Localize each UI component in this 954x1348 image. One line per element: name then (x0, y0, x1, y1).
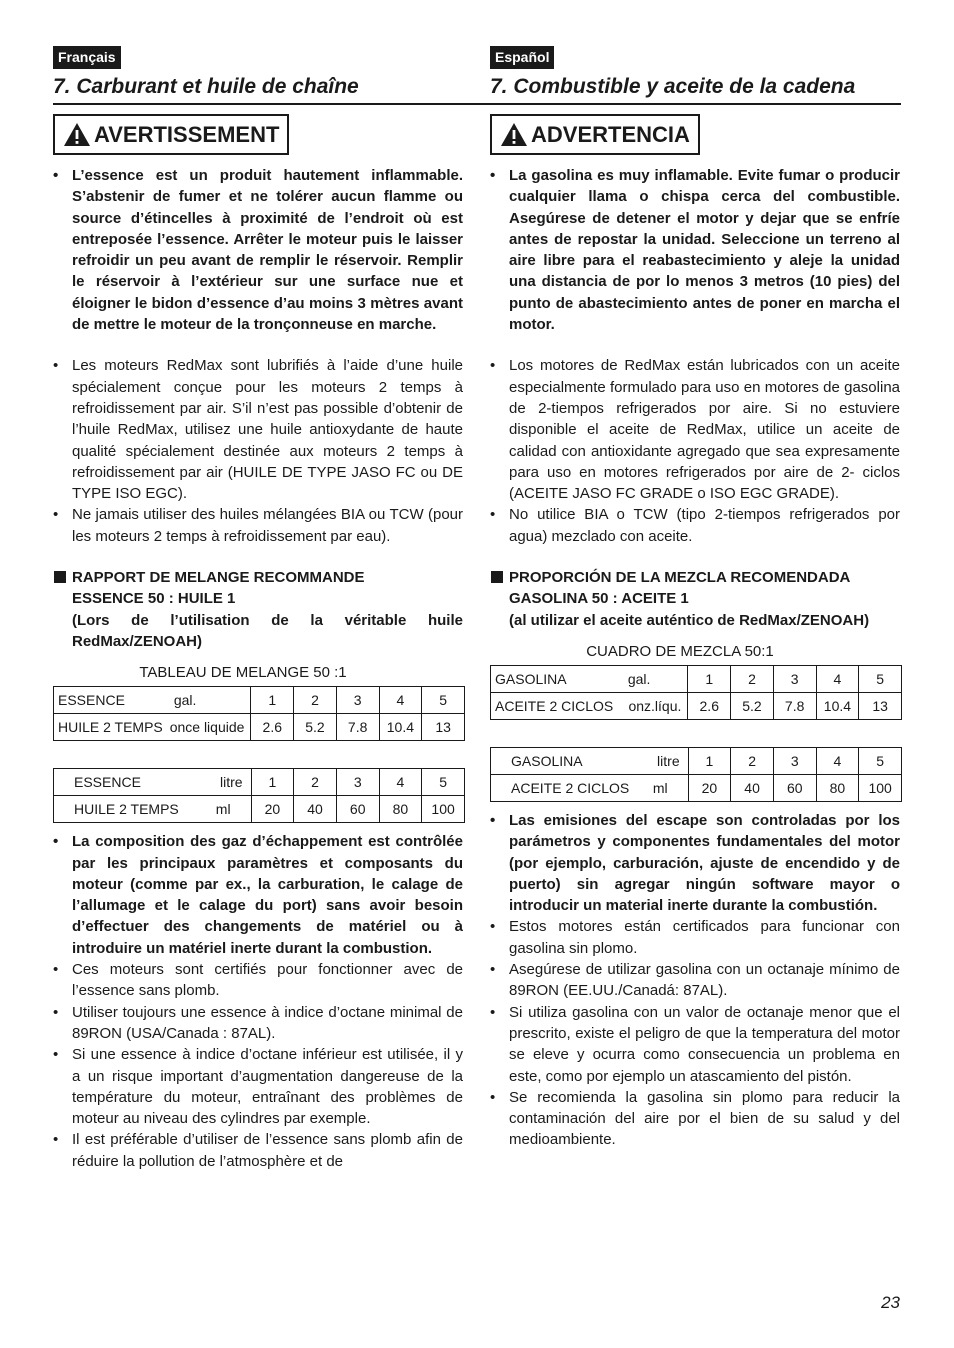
warning-box (490, 114, 700, 155)
heading-line: (al utilizar el aceite auténtico de RedMax/ZENOAH) (509, 611, 870, 629)
table-cell: 2 (294, 687, 337, 714)
mix-ratio-heading (490, 567, 900, 631)
table-cell: 4 (816, 747, 859, 774)
table-row (54, 796, 465, 823)
list-item: • Ne jamais utiliser des huiles mélangées BIA ou TCW (pour les moteurs 2 temps à refroidissement par eau). (53, 504, 463, 547)
table-cell: 2.6 (251, 714, 294, 741)
list-item: • Si une essence à indice d’octane inférieur est utilisée, il y a un risque important d’augmentation dangereuse de la température du moteur, entraînant des problèmes de moteur au niveau des cylindres par exemple. (53, 1044, 463, 1129)
column-french (53, 46, 463, 1172)
table-cell: 5 (422, 769, 465, 796)
table-cell: 4 (379, 769, 422, 796)
warning-box (53, 114, 289, 155)
mix-ratio-heading (53, 567, 463, 652)
list-item: • Las emisiones del escape son controladas por los parámetros y componentes fundamentales del motor (por ejemplo, carburación, ajuste de encendido y de puerto) sin agregar ningún software mayor o introducir un material inerte durante la combustión. (490, 810, 900, 916)
table-cell: 13 (859, 692, 902, 719)
table-cell: ACEITE 2 CICLOS ml (491, 774, 689, 801)
page-number: 23 (881, 1293, 900, 1312)
table-cell: 40 (731, 774, 774, 801)
warning-triangle-icon (63, 122, 91, 147)
table-caption: TABLEAU DE MELANGE 50 :1 (139, 664, 347, 682)
oil-list (53, 355, 463, 547)
table-cell: 7.8 (773, 692, 816, 719)
table-cell: 4 (379, 687, 422, 714)
table-cell: 80 (816, 774, 859, 801)
table-row (54, 687, 465, 714)
table-cell: 1 (251, 687, 294, 714)
table-cell: 10.4 (816, 692, 859, 719)
table-cell: ESSENCE gal. (54, 687, 251, 714)
table-row (54, 714, 465, 741)
warning-label: AVERTISSEMENT (94, 121, 280, 147)
table-cell: 3 (336, 769, 379, 796)
mix-table-gallons (53, 686, 465, 741)
table-cell: 5.2 (294, 714, 337, 741)
section-title: 7. Combustible y aceite de la cadena (490, 75, 856, 98)
table-caption: CUADRO DE MEZCLA 50:1 (586, 642, 774, 660)
list-item: • L’essence est un produit hautement inflammable. S’abstenir de fumer et ne tolérer aucun flamme ou source d’étincelles à proximité de l’endroit où est entreposée l’essence. Arrêter le moteur puis le laisser refroidir un peu avant de remplir le réservoir. Remplir le réservoir à l’extérieur sur une surface nue et éloigner le bidon d’essence d’au moins 3 mètres avant de mettre le moteur de la tronçonneuse en marche. (53, 165, 463, 335)
table-cell: 5 (859, 665, 902, 692)
table-cell: 2 (294, 769, 337, 796)
table-cell: 1 (688, 747, 731, 774)
table-row (491, 665, 902, 692)
heading-line: (Lors de l’utilisation de la véritable huile RedMax/ZENOAH) (72, 611, 463, 650)
list-item: • La gasolina es muy inflamable. Evite fumar o producir cualquier llama o chispa cerca del combustible. Asegúrese de detener el motor y dejar que se enfríe antes de repostar la unidad. Seleccione un terreno al aire libre para el reabastecimiento y aleje la unidad una distancia de por lo menos 3 metros (10 pies) del punto de abastecimiento antes de poner en marcha el motor. (490, 165, 900, 335)
heading-line: ESSENCE 50 : HUILE 1 (72, 590, 236, 608)
table-cell: 100 (859, 774, 902, 801)
oil-list (490, 355, 900, 547)
list-item: • La composition des gaz d’échappement est contrôlée par les principaux paramètres et composants du moteur (comme par ex., la carburation, le calage de l’allumage et le calage du port) sans avoir besoin d’effectuer des changements de matériel ou à introduire un matériel inerte durant la combustion. (53, 831, 463, 959)
warning-list (490, 165, 900, 335)
list-item: • Estos motores están certificados para funcionar con gasolina sin plomo. (490, 916, 900, 959)
table-cell: ESSENCE litre (54, 769, 252, 796)
warning-label: ADVERTENCIA (531, 121, 690, 147)
square-bullet-icon (491, 571, 503, 583)
table-cell: 4 (816, 665, 859, 692)
table-cell: 7.8 (336, 714, 379, 741)
table-cell: 60 (773, 774, 816, 801)
table-cell: 1 (251, 769, 294, 796)
table-cell: 5 (859, 747, 902, 774)
square-bullet-icon (54, 571, 66, 583)
table-cell: 80 (379, 796, 422, 823)
section-title: 7. Carburant et huile de chaîne (53, 75, 359, 98)
heading-line: RAPPORT DE MELANGE RECOMMANDE (72, 569, 365, 587)
table-cell: 2 (731, 747, 774, 774)
table-cell: 5 (422, 687, 465, 714)
table-cell: HUILE 2 TEMPS ml (54, 796, 252, 823)
warning-list (53, 165, 463, 335)
table-cell: GASOLINA gal. (491, 665, 688, 692)
table-cell: GASOLINA litre (491, 747, 689, 774)
list-item: • Asegúrese de utilizar gasolina con un octanaje mínimo de 89RON (EE.UU./Canadá: 87AL). (490, 959, 900, 1002)
list-item: • Les moteurs RedMax sont lubrifiés à l’aide d’une huile spécialement conçue pour les moteurs 2 temps à refroidissement par air. S’il n’est pas possible d’obtenir de l’huile RedMax, utilisez une huile antioxydante de haute qualité spécialement destinée aux moteurs 2 temps à refroidissement par air (HUILE DE TYPE JASO FC ou DE TYPE ISO EGC). (53, 355, 463, 504)
list-item: • Los motores de RedMax están lubricados con un aceite especialmente formulado para uso en motores de gasolina de 2-tiempos refrigerados por aire. Si no estuviere disponible el aceite de RedMax, utilice un aceite de calidad con antioxidante agregado que sea expresamente para uso en motores refrigerados por aire de 2- ciclos (ACEITE JASO FC GRADE o ISO EGC GRADE). (490, 355, 900, 504)
list-item: • Utiliser toujours une essence à indice d’octane minimal de 89RON (USA/Canada : 87AL). (53, 1002, 463, 1045)
list-item: • No utilice BIA o TCW (tipo 2-tiempos refrigerados por agua) mezclado con aceite. (490, 504, 900, 547)
language-tag: Français (53, 46, 121, 69)
table-row (491, 774, 902, 801)
table-row (54, 769, 465, 796)
list-item: • Ces moteurs sont certifiés pour fonctionner avec de l’essence sans plomb. (53, 959, 463, 1002)
fuel-list (53, 831, 463, 1172)
table-cell: 20 (688, 774, 731, 801)
list-item: • Il est préférable d’utiliser de l’essence sans plomb afin de réduire la pollution de l’atmosphère et de (53, 1129, 463, 1172)
table-cell: 3 (773, 665, 816, 692)
fuel-list (490, 810, 900, 1151)
table-cell: 20 (251, 796, 294, 823)
column-spanish (490, 46, 900, 1151)
table-cell: 100 (422, 796, 465, 823)
list-item: • Si utiliza gasolina con un valor de octanaje menor que el prescrito, existe el peligro de que la temperatura del motor se eleve y ocurra como consecuencia un problema en este, como por ejemplo un atascamiento del pistón. (490, 1002, 900, 1087)
mix-table-litres (490, 747, 902, 802)
table-cell: 2 (731, 665, 774, 692)
table-cell: 3 (773, 747, 816, 774)
table-cell: 13 (422, 714, 465, 741)
table-cell: 60 (336, 796, 379, 823)
table-cell: 2.6 (688, 692, 731, 719)
mix-table-litres (53, 768, 465, 823)
table-cell: 1 (688, 665, 731, 692)
warning-triangle-icon (500, 122, 528, 147)
table-row (491, 692, 902, 719)
table-cell: ACEITE 2 CICLOS onz.líqu. (491, 692, 688, 719)
heading-line: GASOLINA 50 : ACEITE 1 (509, 590, 689, 608)
heading-line: PROPORCIÓN DE LA MEZCLA RECOMENDADA (509, 569, 851, 587)
table-cell: 40 (294, 796, 337, 823)
table-row (491, 747, 902, 774)
table-cell: 10.4 (379, 714, 422, 741)
table-cell: 3 (336, 687, 379, 714)
list-item: • Se recomienda la gasolina sin plomo para reducir la contaminación del aire por el bien de su salud y del medioambiente. (490, 1087, 900, 1151)
language-tag: Español (490, 46, 554, 69)
table-cell: 5.2 (731, 692, 774, 719)
mix-table-gallons (490, 665, 902, 720)
table-cell: HUILE 2 TEMPS once liquide (54, 714, 251, 741)
